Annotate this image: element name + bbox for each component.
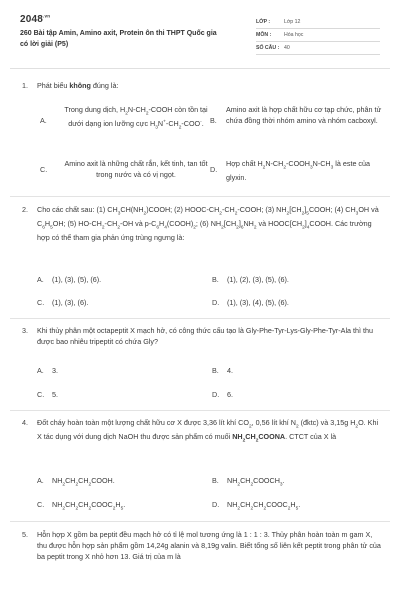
question-prompt: Khi thủy phân một octapeptit X mạch hở, có công thức cấu tạo là Gly-Phe-Tyr-Lys-Gly-Phe-Tyr-Ala thì thu được bao nhiêu tripeptit có chứa Gly? xyxy=(37,326,374,347)
header-divider xyxy=(10,68,390,69)
option-text: Amino axit là những chất rắn, kết tinh, tan tốt trong nước và có vị ngọt. xyxy=(64,159,208,180)
question-number: 3. xyxy=(22,326,28,335)
question-3 xyxy=(22,325,382,347)
question-number: 1. xyxy=(22,81,28,90)
question-prompt: Đốt cháy hoàn toàn một lượng chất hữu cơ X được 3,36 lít khí $CO_2$, 0,56 lít khí $N_2$ (đktc) và 3,15g $H_2O$. Khi X tác dụng với dung dịch NaOH thu được sản phẩm có muối $NH_2CH_2COONA$. CTCT của X là xyxy=(37,418,379,444)
meta-class: LỚP : Lớp 12 xyxy=(256,16,380,29)
meta-question-count: SỐ CÂU : 40 xyxy=(256,42,380,55)
question-5 xyxy=(22,529,382,562)
question-1 xyxy=(22,80,382,91)
question-divider xyxy=(10,410,390,411)
question-prompt: Phát biểu không đúng là: xyxy=(37,81,119,90)
question-divider xyxy=(10,318,390,319)
question-4 xyxy=(22,417,382,445)
option-text: Trong dung dịch, $H_2N-CH_2$-COOH còn tồn tại dưới dạng ion lưỡng cực $H_3N^+-CH_2-COO^-$. xyxy=(64,105,208,131)
question-number: 4. xyxy=(22,418,28,427)
document-header xyxy=(20,12,380,51)
worksheet-page: $2048^{.vn}$ 260 Bài tập Amin, Amino axit, Protein ôn thi THPT Quốc gia có lời giải (P5) LỚP : Lớp 12 MÔN : Hóa học SỐ CÂU : 40 1. Phát biểu không đúng là: A. Trong dung dịch, $H_2N-CH_2$-COOH còn tồn tại dưới dạng ion lưỡng cực $H_3N^+-CH_2-COO^-$. B. Amino axit là hợp chất hữu cơ tạp chức, phân tử chứa đồng thời nhóm amino và nhóm cacboxyl. C. Amino axit là những chất rắn, kết tinh, tan tốt trong nước và có vị ngọt. D. Hợp chất $H_2N-CH_2-COOH_3N-CH_3$ là este của glyxin. 2. Cho các chất sau: (1) $CH_3CH(NH_2)COOH$; (2) HOOC-$CH_2-CH_2$-COOH; (3) $NH_2[CH_2]_5COOH$; (4) $CH_3OH$ và $C_6H_5OH$; (5) $HO-CH_2-CH_2-OH$ và $p-C_6H_4(COOH)_2$; (6) $NH_2[CH_2]_6NH_2$ và $HOOC[CH_2]_4COOH$. Các trường hợp có thể tham gia phản ứng trùng ngưng là: A. (1), (3), (5), (6). B. (1), (2), (3), (5), (6). C. (1), (3), (6). D. (1), (3), (4), (5), (6). 3. Khi thủy phân một octapeptit X mạch hở, có công thức cấu tạo là Gly-Phe-Tyr-Lys-Gly-Phe-Tyr-Ala thì thu được bao nhiêu tripeptit có chứa Gly? A. 3. B. 4. C. 5. D. 6. 4. Đốt cháy hoàn toàn một lượng chất hữu cơ X được 3,36 lít khí $CO_2$, 0,56 lít khí $N_2$ (đktc) và 3,15g $H_2O$. Khi X tác dụng với dung dịch NaOH thu được sản phẩm có muối $NH_2CH_2COONA$. CTCT của X là A. $NH_2CH_2CH_2COOH$. B. $NH_2CH_2COOCH_3$. C. $NH_2CH_2CH_2COOC_2H_5$. D. $NH_2CH_2CH_2COOC_2H_5$. 5. Hỗn hợp X gồm ba peptit đều mạch hở có tỉ lệ mol tương ứng là 1 : 1 : 3. Thủy phân hoàn toàn m gam X, thu được hỗn hợp sản phẩm gồm 14,24g alanin và 8,19g valin. Biết tổng số liên kết peptit trong phân tử của ba peptit trong X nhỏ hơn 13. Giá trị của m là xyxy=(0,0,400,600)
document-meta xyxy=(256,16,380,55)
site-logo[interactable]: $2048^{.vn}$ xyxy=(20,13,51,25)
question-divider xyxy=(10,196,390,197)
question-divider xyxy=(10,521,390,522)
meta-subject: MÔN : Hóa học xyxy=(256,29,380,42)
question-prompt: Cho các chất sau: (1) $CH_3CH(NH_2)COOH$; (2) HOOC-$CH_2-CH_2$-COOH; (3) $NH_2[CH_2]_5COOH$; (4) $CH_3OH$ và $C_6H_5OH$; (5) $HO-CH_2-CH_2-OH$ và $p-C_6H_4(COOH)_2$; (6) $NH_2[CH_2]_6NH_2$ và $HOOC[CH_2]_4COOH$. Các trường hợp có thể tham gia phản ứng trùng ngưng là: xyxy=(37,205,379,242)
question-number: 2. xyxy=(22,205,28,214)
document-title: 260 Bài tập Amin, Amino axit, Protein ôn thi THPT Quốc gia có lời giải (P5) xyxy=(20,30,217,48)
question-2 xyxy=(22,204,382,243)
option-text: Amino axit là hợp chất hữu cơ tạp chức, phân tử chứa đồng thời nhóm amino và nhóm cacboxyl. xyxy=(226,105,382,126)
question-number: 5. xyxy=(22,530,28,539)
option-text: Hợp chất $H_2N-CH_2-COOH_3N-CH_3$ là este của glyxin. xyxy=(226,159,371,182)
question-prompt: Hỗn hợp X gồm ba peptit đều mạch hở có tỉ lệ mol tương ứng là 1 : 1 : 3. Thủy phân hoàn toàn m gam X, thu được hỗn hợp sản phẩm gồm 14,24g alanin và 8,19g valin. Biết tổng số liên kết peptit trong phân tử của ba peptit trong X nhỏ hơn 13. Giá trị của m là xyxy=(37,530,381,562)
